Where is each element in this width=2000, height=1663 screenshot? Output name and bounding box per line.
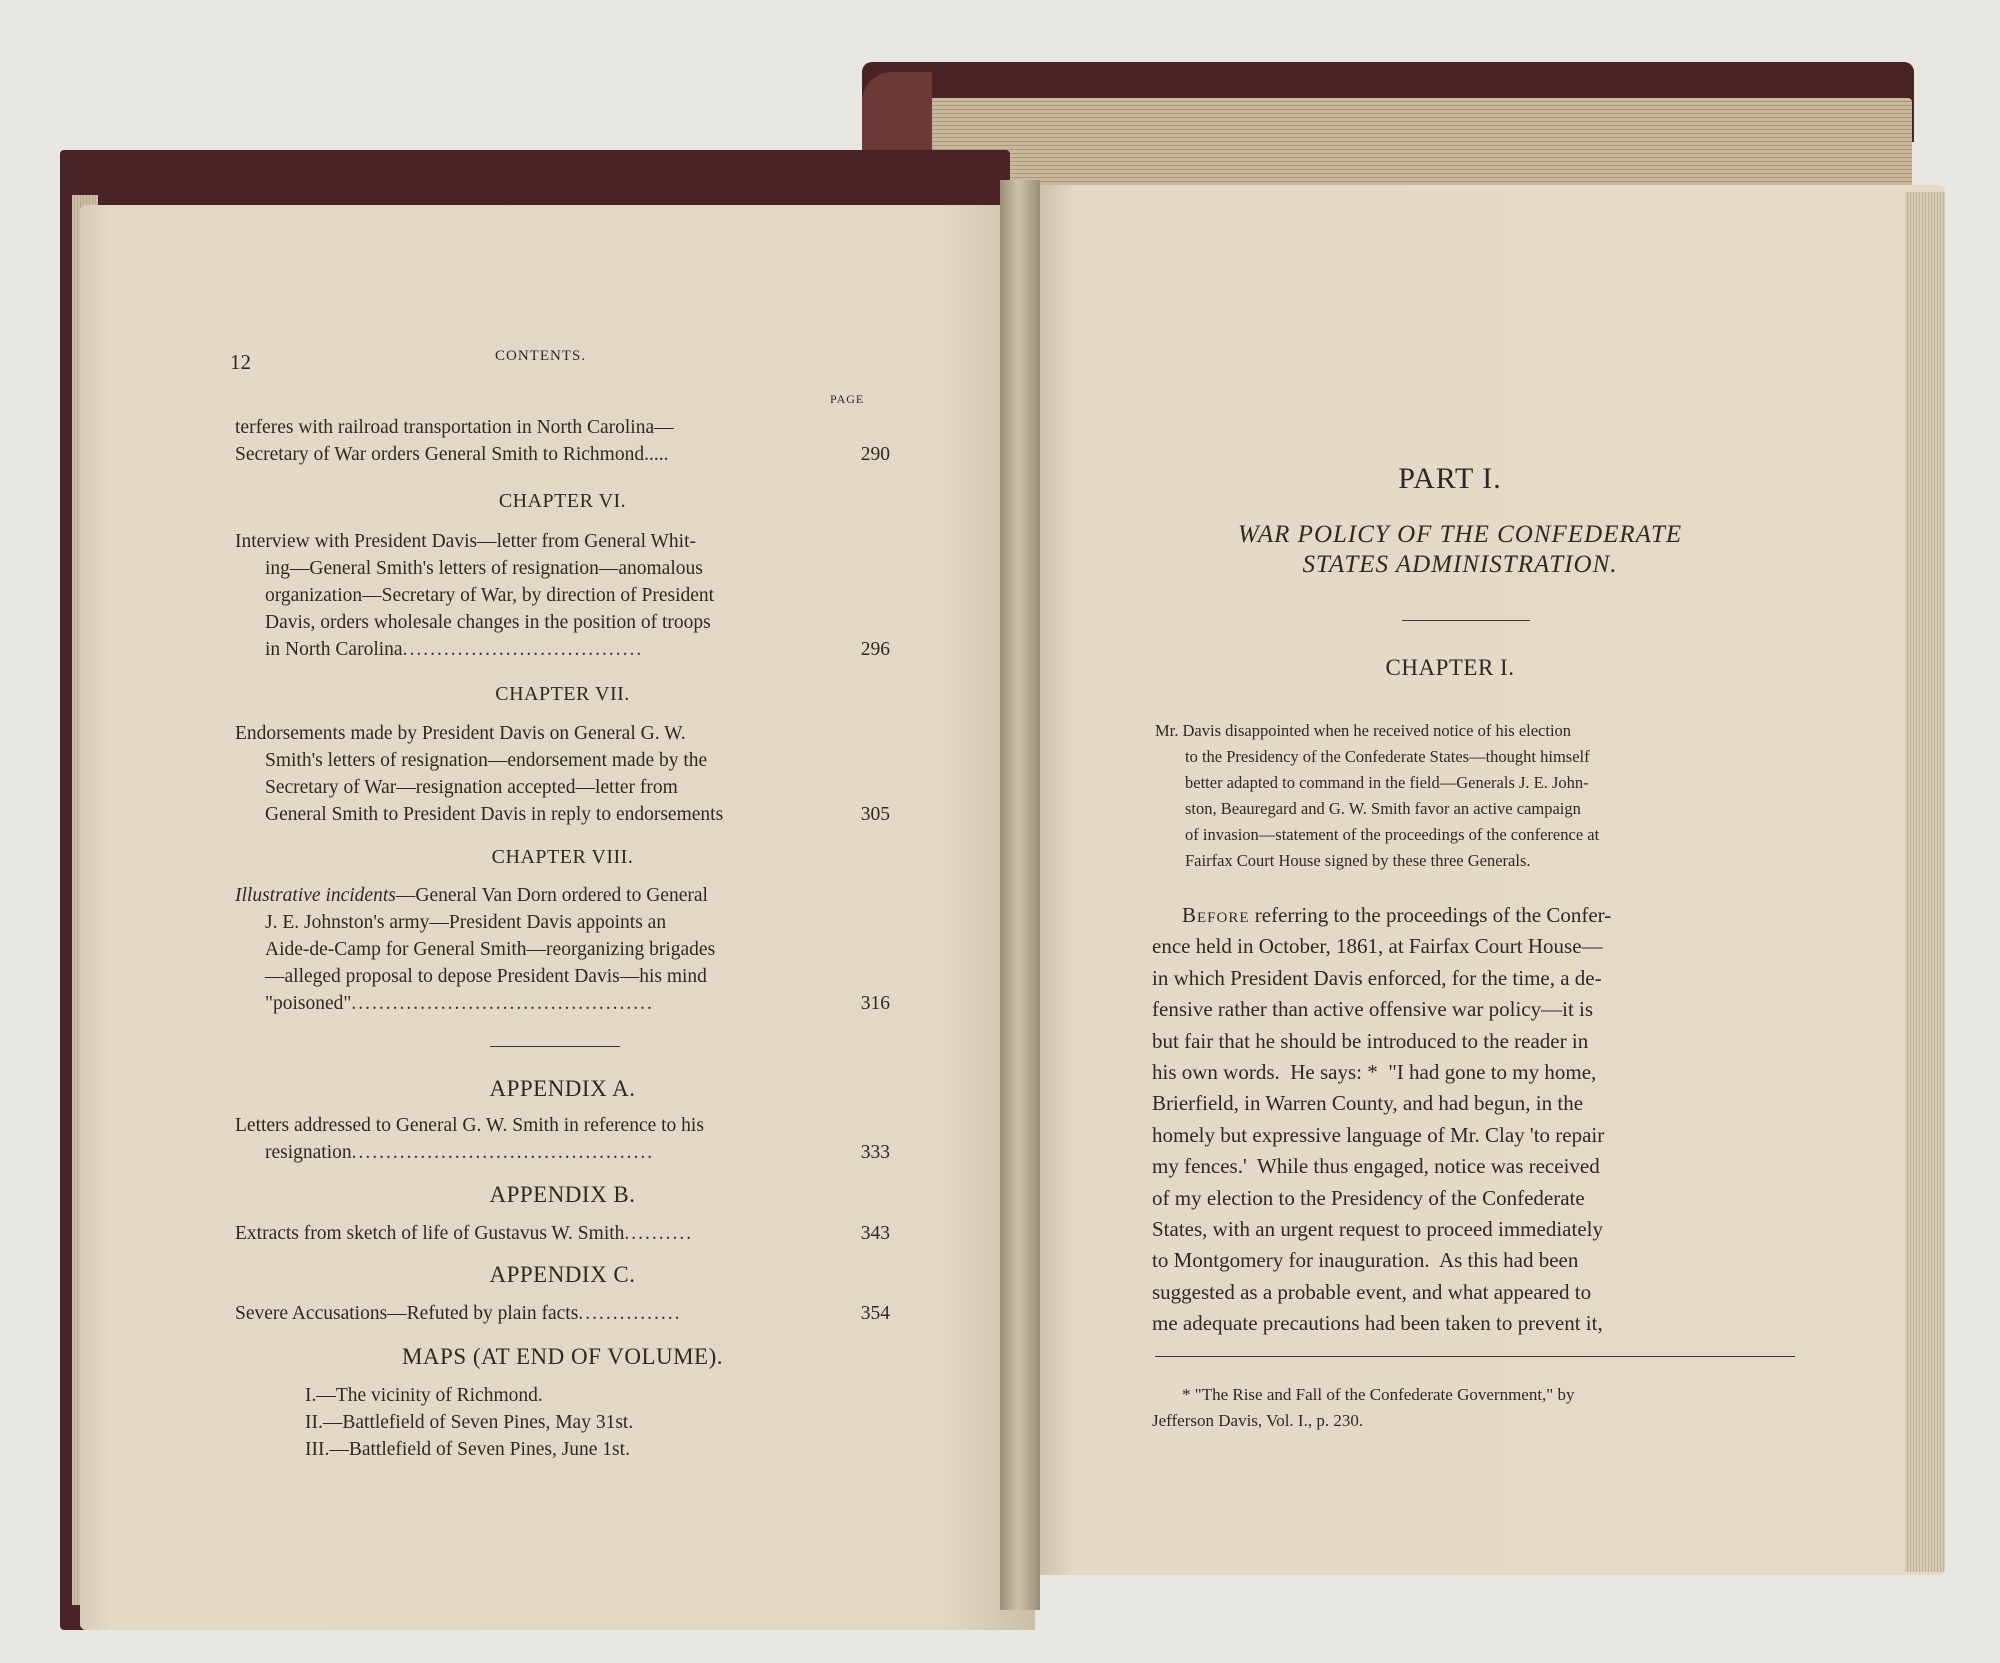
body-line: my fences.' While thus engaged, notice was received xyxy=(1152,1154,1600,1179)
body-line: his own words. He says: * "I had gone to my home, xyxy=(1152,1060,1597,1085)
chapter-summary xyxy=(1155,718,1795,874)
body-line: suggested as a probable event, and what appeared to xyxy=(1152,1279,1592,1304)
footnote-rule xyxy=(1155,1356,1795,1357)
toc-line: terferes with railroad transportation in North Carolina— xyxy=(235,417,674,438)
appendix-heading: APPENDIX A. xyxy=(489,1076,636,1101)
toc-entry xyxy=(235,528,890,663)
toc-entry xyxy=(235,882,890,1017)
body-text xyxy=(1152,900,1797,1340)
toc-line: "poisoned"............................................ 316 xyxy=(235,990,890,1017)
map-item: II.—Battlefield of Seven Pines, May 31st. xyxy=(305,1412,634,1433)
page-number: 12 xyxy=(230,350,251,374)
summary-line: Mr. Davis disappointed when he received notice of his election xyxy=(1155,721,1572,740)
chapter-heading: CHAPTER I. xyxy=(1385,655,1515,680)
toc-line: —alleged proposal to depose President Davis—his mind xyxy=(265,966,707,987)
footnote-line: * "The Rise and Fall of the Confederate Government," by xyxy=(1182,1385,1575,1404)
toc-line: organization—Secretary of War, by direction of President xyxy=(265,585,715,606)
toc-line: Severe Accusations—Refuted by plain facts............... 354 xyxy=(235,1300,890,1327)
body-line: me adequate precautions had been taken to prevent it, xyxy=(1152,1311,1603,1336)
divider-rule xyxy=(1402,620,1530,621)
toc-entry xyxy=(235,414,890,468)
page-column-label: PAGE xyxy=(830,392,865,406)
italic-lead: Illustrative incidents xyxy=(235,885,396,906)
subtitle-line: WAR POLICY OF THE CONFEDERATE xyxy=(1237,521,1683,548)
divider-rule xyxy=(490,1046,620,1047)
right-page-edges xyxy=(1905,192,1945,1572)
body-line: homely but expressive language of Mr. Clay 'to repair xyxy=(1152,1122,1605,1147)
subtitle-line: STATES ADMINISTRATION. xyxy=(1302,551,1618,578)
body-line: Before referring to the proceedings of the Confer- xyxy=(1182,903,1612,927)
part-title: PART I. xyxy=(1398,462,1502,495)
map-item: III.—Battlefield of Seven Pines, June 1st. xyxy=(305,1439,630,1460)
toc-entry xyxy=(235,1300,890,1327)
summary-line: to the Presidency of the Confederate States—thought himself xyxy=(1185,747,1590,766)
toc-page-ref: 316 xyxy=(860,993,890,1014)
toc-line: Secretary of War—resignation accepted—letter from xyxy=(265,777,678,798)
toc-line: Smith's letters of resignation—endorsement made by the xyxy=(265,750,708,771)
body-line: of my election to the Presidency of the Confederate xyxy=(1152,1185,1585,1210)
toc-entry xyxy=(235,1220,890,1247)
body-line: States, with an urgent request to proceed immediately xyxy=(1152,1217,1603,1242)
toc-line: Extracts from sketch of life of Gustavus W. Smith.......... 343 xyxy=(235,1220,890,1247)
chapter-heading: CHAPTER VIII. xyxy=(491,846,634,868)
footnote xyxy=(1152,1382,1797,1434)
toc-line: Davis, orders wholesale changes in the position of troops xyxy=(265,612,711,633)
summary-line: of invasion—statement of the proceedings of the conference at xyxy=(1185,825,1600,844)
toc-page-ref: 343 xyxy=(860,1223,890,1244)
appendix-heading: APPENDIX C. xyxy=(489,1262,636,1287)
chapter-heading: CHAPTER VI. xyxy=(498,490,627,512)
running-head: CONTENTS. xyxy=(495,348,587,364)
toc-line: J. E. Johnston's army—President Davis appoints an xyxy=(265,912,667,933)
toc-line: General Smith to President Davis in reply to endorsements 305 xyxy=(235,801,890,828)
maps-heading: MAPS (AT END OF VOLUME). xyxy=(401,1344,724,1369)
toc-page-ref: 354 xyxy=(860,1303,890,1324)
right-page xyxy=(1035,185,1945,1575)
toc-page-ref: 296 xyxy=(860,639,890,660)
body-line: Brierfield, in Warren County, and had begun, in the xyxy=(1152,1091,1584,1116)
summary-line: better adapted to command in the field—Generals J. E. John- xyxy=(1185,773,1589,792)
chapter-heading: CHAPTER VII. xyxy=(495,683,630,705)
toc-line: Secretary of War orders General Smith to Richmond..... 290 xyxy=(235,441,890,468)
toc-line: Illustrative incidents—General Van Dorn ordered to General xyxy=(235,885,708,906)
body-line: but fair that he should be introduced to the reader in xyxy=(1152,1028,1589,1053)
part-subtitle xyxy=(1140,520,1780,580)
toc-line: Aide-de-Camp for General Smith—reorganizing brigades xyxy=(265,939,716,960)
summary-line: ston, Beauregard and G. W. Smith favor an active campaign xyxy=(1185,799,1581,818)
body-line: ence held in October, 1861, at Fairfax Court House— xyxy=(1152,934,1603,959)
toc-page-ref: 333 xyxy=(860,1142,890,1163)
appendix-heading: APPENDIX B. xyxy=(489,1182,636,1207)
toc-page-ref: 305 xyxy=(860,804,890,825)
map-item: I.—The vicinity of Richmond. xyxy=(305,1385,543,1406)
toc-entry xyxy=(235,720,890,828)
body-line: in which President Davis enforced, for the time, a de- xyxy=(1152,965,1602,990)
toc-page-ref: 290 xyxy=(860,444,890,465)
toc-line: Letters addressed to General G. W. Smith in reference to his xyxy=(235,1115,704,1136)
toc-line: resignation............................................ 333 xyxy=(235,1139,890,1166)
footnote-line: Jefferson Davis, Vol. I., p. 230. xyxy=(1152,1411,1364,1430)
body-line: to Montgomery for inauguration. As this had been xyxy=(1152,1248,1579,1273)
toc-line: Interview with President Davis—letter from General Whit- xyxy=(235,531,697,552)
page-block-edges xyxy=(922,98,1912,196)
book-gutter xyxy=(1000,180,1040,1610)
toc-entry xyxy=(235,1112,890,1166)
toc-line: in North Carolina................................... 296 xyxy=(235,636,890,663)
toc-line: Endorsements made by President Davis on General G. W. xyxy=(235,723,686,744)
body-line: fensive rather than active offensive war policy—it is xyxy=(1152,997,1594,1022)
small-caps-lead: Before xyxy=(1182,903,1250,927)
summary-line: Fairfax Court House signed by these three Generals. xyxy=(1185,851,1531,870)
toc-line: ing—General Smith's letters of resignation—anomalous xyxy=(265,558,703,579)
